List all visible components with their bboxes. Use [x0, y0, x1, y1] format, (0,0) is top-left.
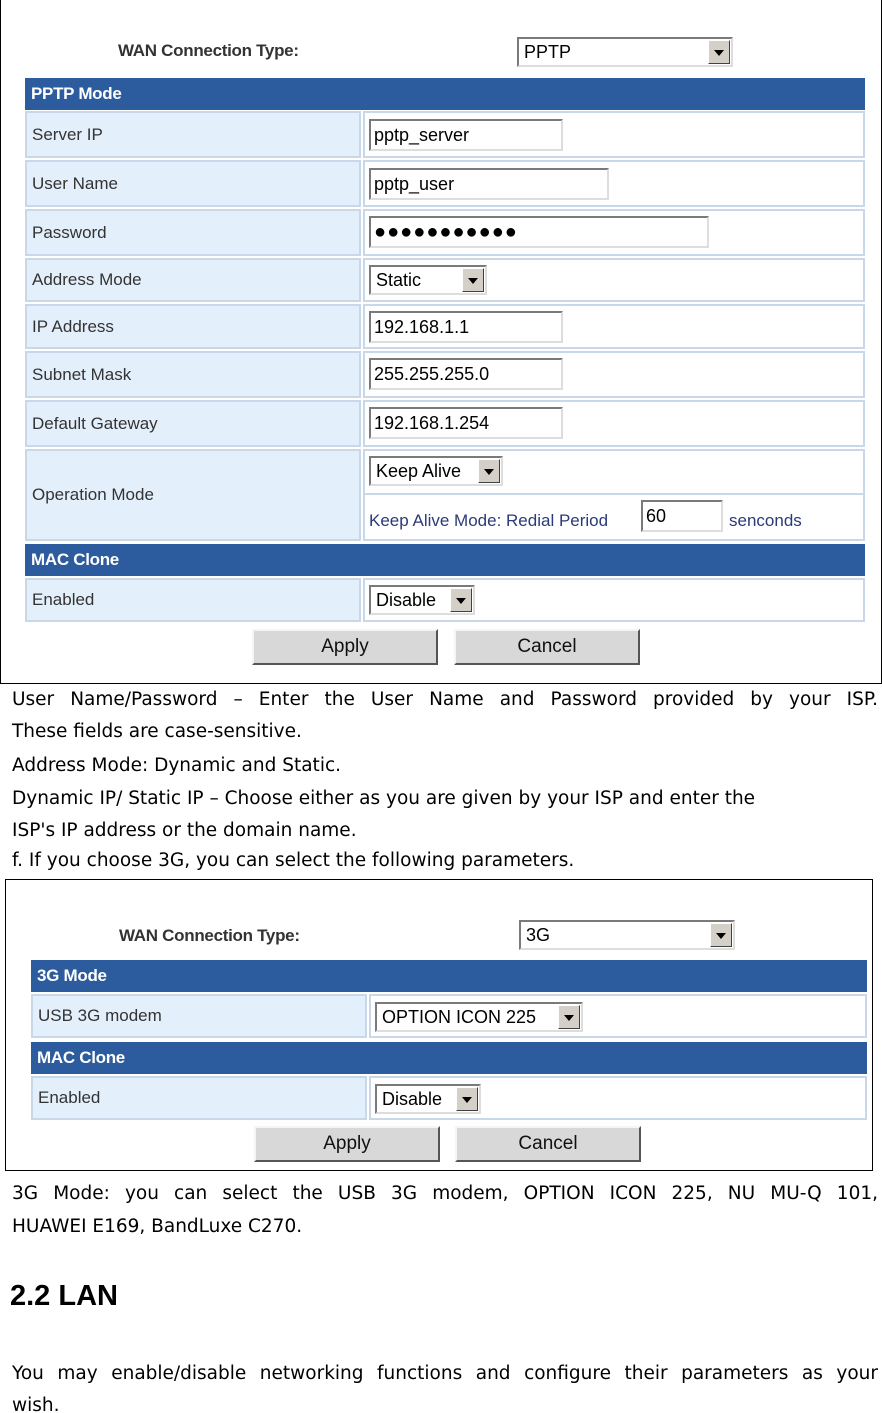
lan-desc-cont: wish.	[12, 1395, 60, 1413]
operation-mode-label: Operation Mode	[25, 449, 361, 541]
3g-modem-list-cont: HUAWEI E169, BandLuxe C270.	[12, 1216, 303, 1237]
address-mode-label: Address Mode	[25, 258, 361, 302]
3g-screenshot	[5, 879, 873, 1171]
server-ip-input[interactable]: pptp_server	[369, 119, 563, 151]
redial-period-unit: senconds	[729, 511, 802, 530]
default-gateway-label: Default Gateway	[25, 400, 361, 447]
wan-connection-type-value: 3G	[526, 925, 551, 945]
user-name-password-desc: User Name/Password – Enter the User Name and Password provided by your ISP.	[12, 689, 878, 710]
section-heading: 2.2 LAN	[10, 1280, 118, 1312]
address-mode-value: Static	[376, 270, 422, 290]
mac-clone-value: Disable	[382, 1089, 443, 1109]
isp-ip-address-note: ISP's IP address or the domain name.	[12, 820, 357, 841]
mac-clone-label: Enabled	[25, 578, 361, 622]
wan-connection-type-select[interactable]	[519, 920, 735, 950]
wan-connection-type-label: WAN Connection Type:	[119, 926, 300, 945]
mac-clone-value: Disable	[376, 590, 437, 610]
apply-button[interactable]: Apply	[254, 1126, 440, 1162]
lan-desc: You may enable/disable networking functions and configure their parameters as your	[12, 1363, 878, 1384]
default-gateway-row	[25, 400, 865, 447]
server-ip-row	[25, 111, 865, 158]
mac-clone-label: Enabled	[31, 1076, 367, 1120]
user-name-row	[25, 160, 865, 207]
wan-connection-type-select[interactable]	[517, 37, 733, 67]
address-mode-desc: Address Mode: Dynamic and Static.	[12, 755, 342, 776]
user-name-label: User Name	[25, 160, 361, 207]
usb-3g-modem-value: OPTION ICON 225	[382, 1007, 537, 1027]
ip-address-label: IP Address	[25, 304, 361, 349]
chevron-down-icon	[478, 459, 500, 483]
chevron-down-icon	[558, 1005, 580, 1029]
cancel-button[interactable]: Cancel	[454, 629, 640, 665]
pptp-mode-header: PPTP Mode	[25, 78, 865, 110]
default-gateway-input[interactable]: 192.168.1.254	[369, 407, 563, 439]
redial-period-label: Keep Alive Mode: Redial Period	[369, 511, 609, 530]
subnet-mask-label: Subnet Mask	[25, 351, 361, 398]
3g-mode-desc: 3G Mode: you can select the USB 3G modem, OPTION ICON 225, NU MU-Q 101,	[12, 1183, 878, 1204]
dynamic-static-ip-desc: Dynamic IP/ Static IP – Choose either as you are given by your ISP and enter the	[12, 788, 756, 809]
address-mode-select[interactable]	[369, 265, 487, 295]
ip-address-row	[25, 304, 865, 349]
password-row	[25, 209, 865, 256]
operation-mode-row	[25, 449, 865, 541]
mac-clone-row	[31, 1076, 867, 1120]
mac-clone-header: MAC Clone	[25, 544, 865, 576]
operation-mode-value: Keep Alive	[376, 461, 462, 481]
operation-mode-select[interactable]	[369, 456, 503, 486]
chevron-down-icon	[462, 268, 484, 292]
password-input[interactable]: ●●●●●●●●●●●	[369, 216, 709, 248]
choose-3g-intro: f. If you choose 3G, you can select the following parameters.	[12, 850, 575, 871]
address-mode-row	[25, 258, 865, 302]
mac-clone-header: MAC Clone	[31, 1042, 867, 1074]
mac-clone-row	[25, 578, 865, 622]
chevron-down-icon	[456, 1087, 478, 1111]
chevron-down-icon	[710, 923, 732, 947]
subnet-mask-input[interactable]: 255.255.255.0	[369, 358, 563, 390]
subnet-mask-row	[25, 351, 865, 398]
server-ip-label: Server IP	[25, 111, 361, 158]
cancel-button[interactable]: Cancel	[455, 1126, 641, 1162]
redial-period-input[interactable]: 60	[641, 500, 723, 532]
user-name-input[interactable]: pptp_user	[369, 168, 609, 200]
ip-address-input[interactable]: 192.168.1.1	[369, 311, 563, 343]
wan-connection-type-label: WAN Connection Type:	[118, 41, 299, 60]
usb-3g-modem-label: USB 3G modem	[31, 994, 367, 1038]
mac-clone-select[interactable]	[375, 1084, 481, 1114]
chevron-down-icon	[708, 40, 730, 64]
3g-mode-header: 3G Mode	[31, 960, 867, 992]
pptp-screenshot	[0, 0, 882, 684]
apply-button[interactable]: Apply	[252, 629, 438, 665]
usb-3g-modem-select[interactable]	[375, 1002, 583, 1032]
chevron-down-icon	[450, 588, 472, 612]
case-sensitive-note: These fields are case-sensitive.	[12, 721, 302, 742]
wan-connection-type-value: PPTP	[524, 42, 572, 62]
mac-clone-select[interactable]	[369, 585, 475, 615]
usb-3g-modem-row	[31, 994, 867, 1038]
password-label: Password	[25, 209, 361, 256]
